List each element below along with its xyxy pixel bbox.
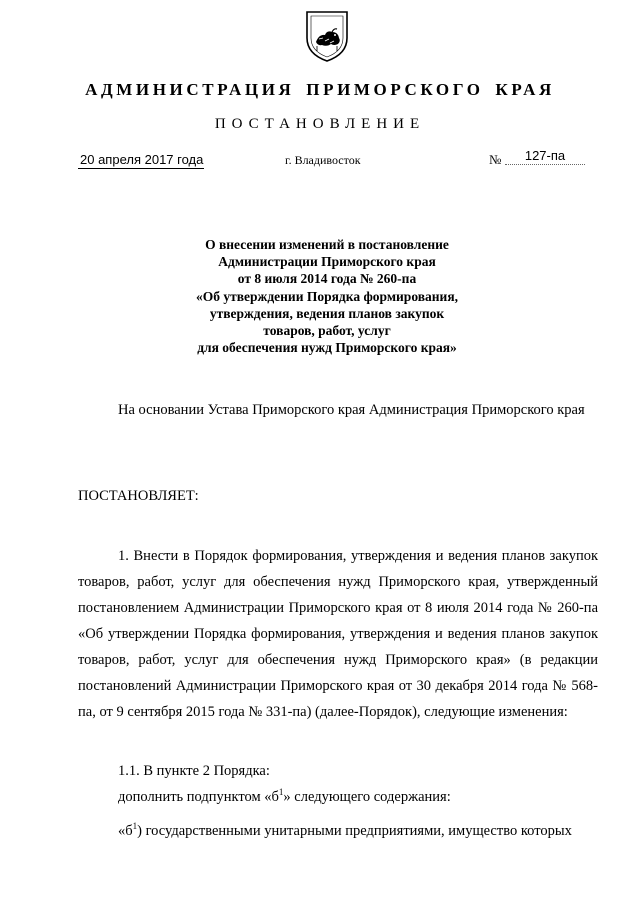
- coat-of-arms-icon: [303, 8, 351, 64]
- item-1-1-paragraph: 1.1. В пункте 2 Порядка:: [118, 763, 270, 779]
- add-subitem-prefix: дополнить подпунктом «б: [118, 789, 279, 805]
- organization-title: АДМИНИСТРАЦИЯ ПРИМОРСКОГО КРАЯ: [85, 80, 555, 99]
- subitem-superscript: 1: [132, 821, 138, 831]
- heading-line: для обеспечения нужд Приморского края»: [197, 340, 457, 356]
- heading-line: товаров, работ, услуг: [263, 323, 391, 339]
- add-subitem-paragraph: [118, 784, 451, 810]
- resolves-word: ПОСТАНОВЛЯЕТ:: [78, 488, 199, 504]
- subitem-prefix: «б: [118, 823, 133, 839]
- heading-line: от 8 июля 2014 года № 260-па: [237, 271, 417, 287]
- heading-line: «Об утверждении Порядка формирования,: [195, 288, 459, 304]
- subitem-suffix: ) государственными унитарными предприятиями, имущество которых: [137, 823, 572, 839]
- subitem-paragraph: [118, 818, 572, 844]
- heading-line: Администрации Приморского края: [218, 254, 436, 270]
- document-date: 20 апреля 2017 года: [80, 152, 204, 167]
- heading-line: утверждения, ведения планов закупок: [209, 305, 445, 321]
- document-heading: [140, 236, 514, 356]
- basis-paragraph: На основании Устава Приморского края Администрация Приморского края: [118, 402, 585, 418]
- document-number: 127-па: [505, 148, 585, 165]
- document-type: ПОСТАНОВЛЕНИЕ: [214, 116, 426, 132]
- add-subitem-suffix: » следующего содержания:: [283, 789, 451, 805]
- number-label: №: [489, 152, 502, 167]
- add-subitem-superscript: 1: [278, 787, 284, 797]
- document-city: г. Владивосток: [285, 153, 361, 167]
- item-1-paragraph: 1. Внести в Порядок формирования, утверждения и ведения планов закупок товаров, работ, услуг для обеспечения нужд Приморского края, утвержденный постановлением Администрации Приморского края от 8 июля 2014 года № 260-па «Об утверждении Порядка формирования, утверждения и ведения планов закупок товаров, работ, услуг для обеспечения нужд Приморского края» (в редакции постановлений Администрации Приморского края от 30 декабря 2014 года № 568-па, от 9 сентября 2015 года № 331-па) (далее-Порядок), следующие изменения:: [78, 548, 598, 720]
- heading-line: О внесении изменений в постановление: [205, 237, 449, 252]
